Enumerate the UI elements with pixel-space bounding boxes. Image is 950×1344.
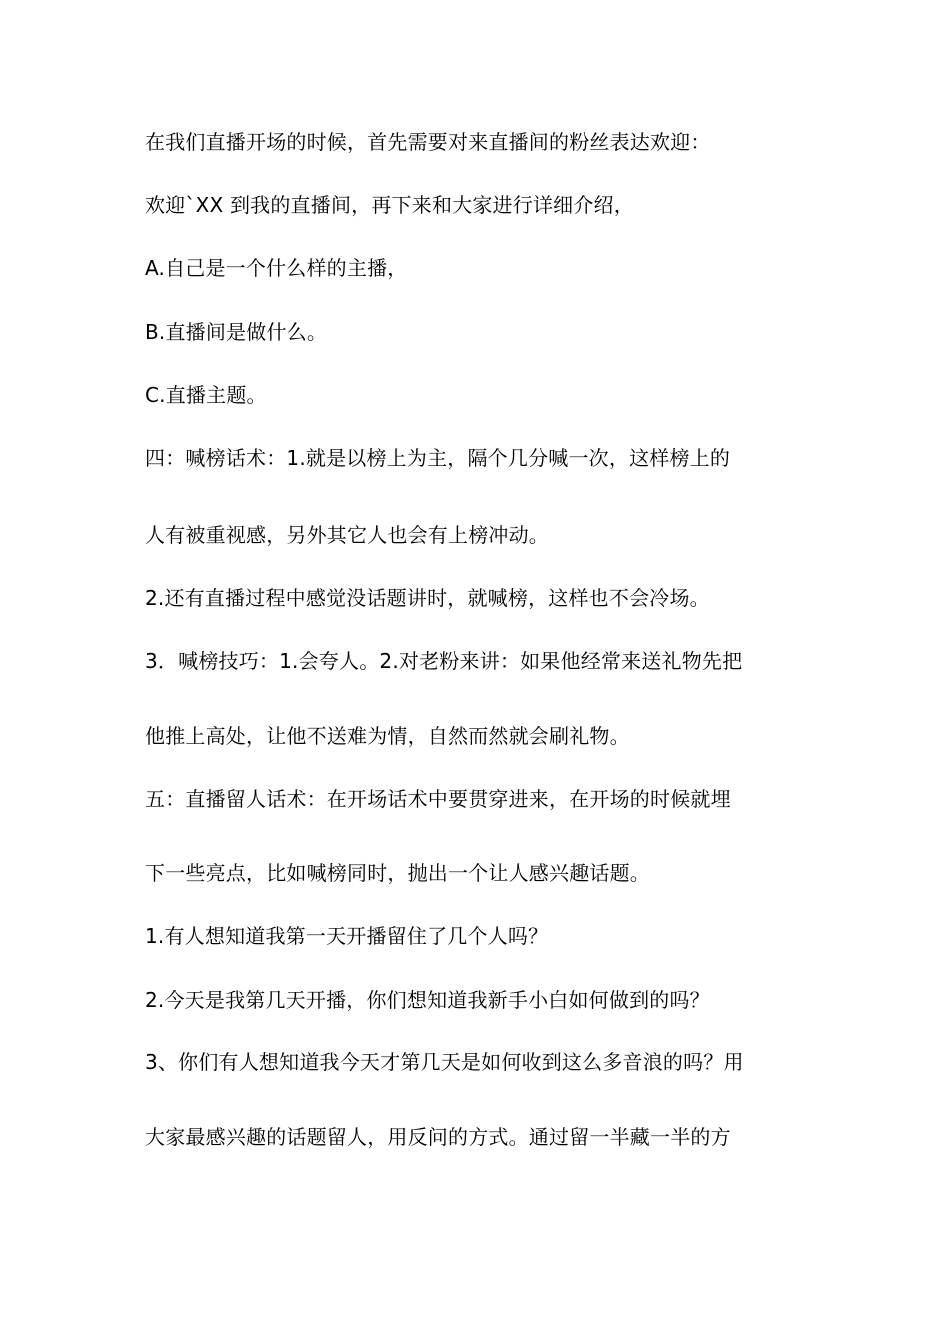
text-line-11: 五：直播留人话术：在开场话术中要贯穿进来，在开场的时候就埋 <box>145 787 731 811</box>
text-line-12: 下一些亮点，比如喊榜同时，抛出一个让人感兴趣话题。 <box>145 861 650 885</box>
text-line-1: 在我们直播开场的时候，首先需要对来直播间的粉丝表达欢迎： <box>145 130 711 154</box>
text-line-14: 2.今天是我第几天开播，你们想知道我新手小白如何做到的吗？ <box>145 988 710 1012</box>
text-line-8: 2.还有直播过程中感觉没话题讲时，就喊榜，这样也不会冷场。 <box>145 586 710 610</box>
text-line-3: A.自己是一个什么样的主播， <box>145 256 408 280</box>
text-line-13: 1.有人想知道我第一天开播留住了几个人吗？ <box>145 924 549 948</box>
text-line-15: 3、你们有人想知道我今天才第几天是如何收到这么多音浪的吗？用 <box>145 1050 744 1074</box>
text-line-10: 他推上高处，让他不送难为情，自然而然就会刷礼物。 <box>145 724 630 748</box>
text-line-4: B.直播间是做什么。 <box>145 320 328 344</box>
text-line-2: 欢迎`XX 到我的直播间，再下来和大家进行详细介绍， <box>145 193 634 217</box>
text-line-5: C.直播主题。 <box>145 383 267 407</box>
text-line-16: 大家最感兴趣的话题留人，用反问的方式。通过留一半藏一半的方 <box>145 1125 731 1149</box>
text-line-7: 人有被重视感，另外其它人也会有上榜冲动。 <box>145 523 549 547</box>
text-line-6: 四：喊榜话术：1.就是以榜上为主，隔个几分喊一次，这样榜上的 <box>145 446 731 470</box>
text-line-9: 3．喊榜技巧：1.会夸人。2.对老粉来讲：如果他经常来送礼物先把 <box>145 649 743 673</box>
